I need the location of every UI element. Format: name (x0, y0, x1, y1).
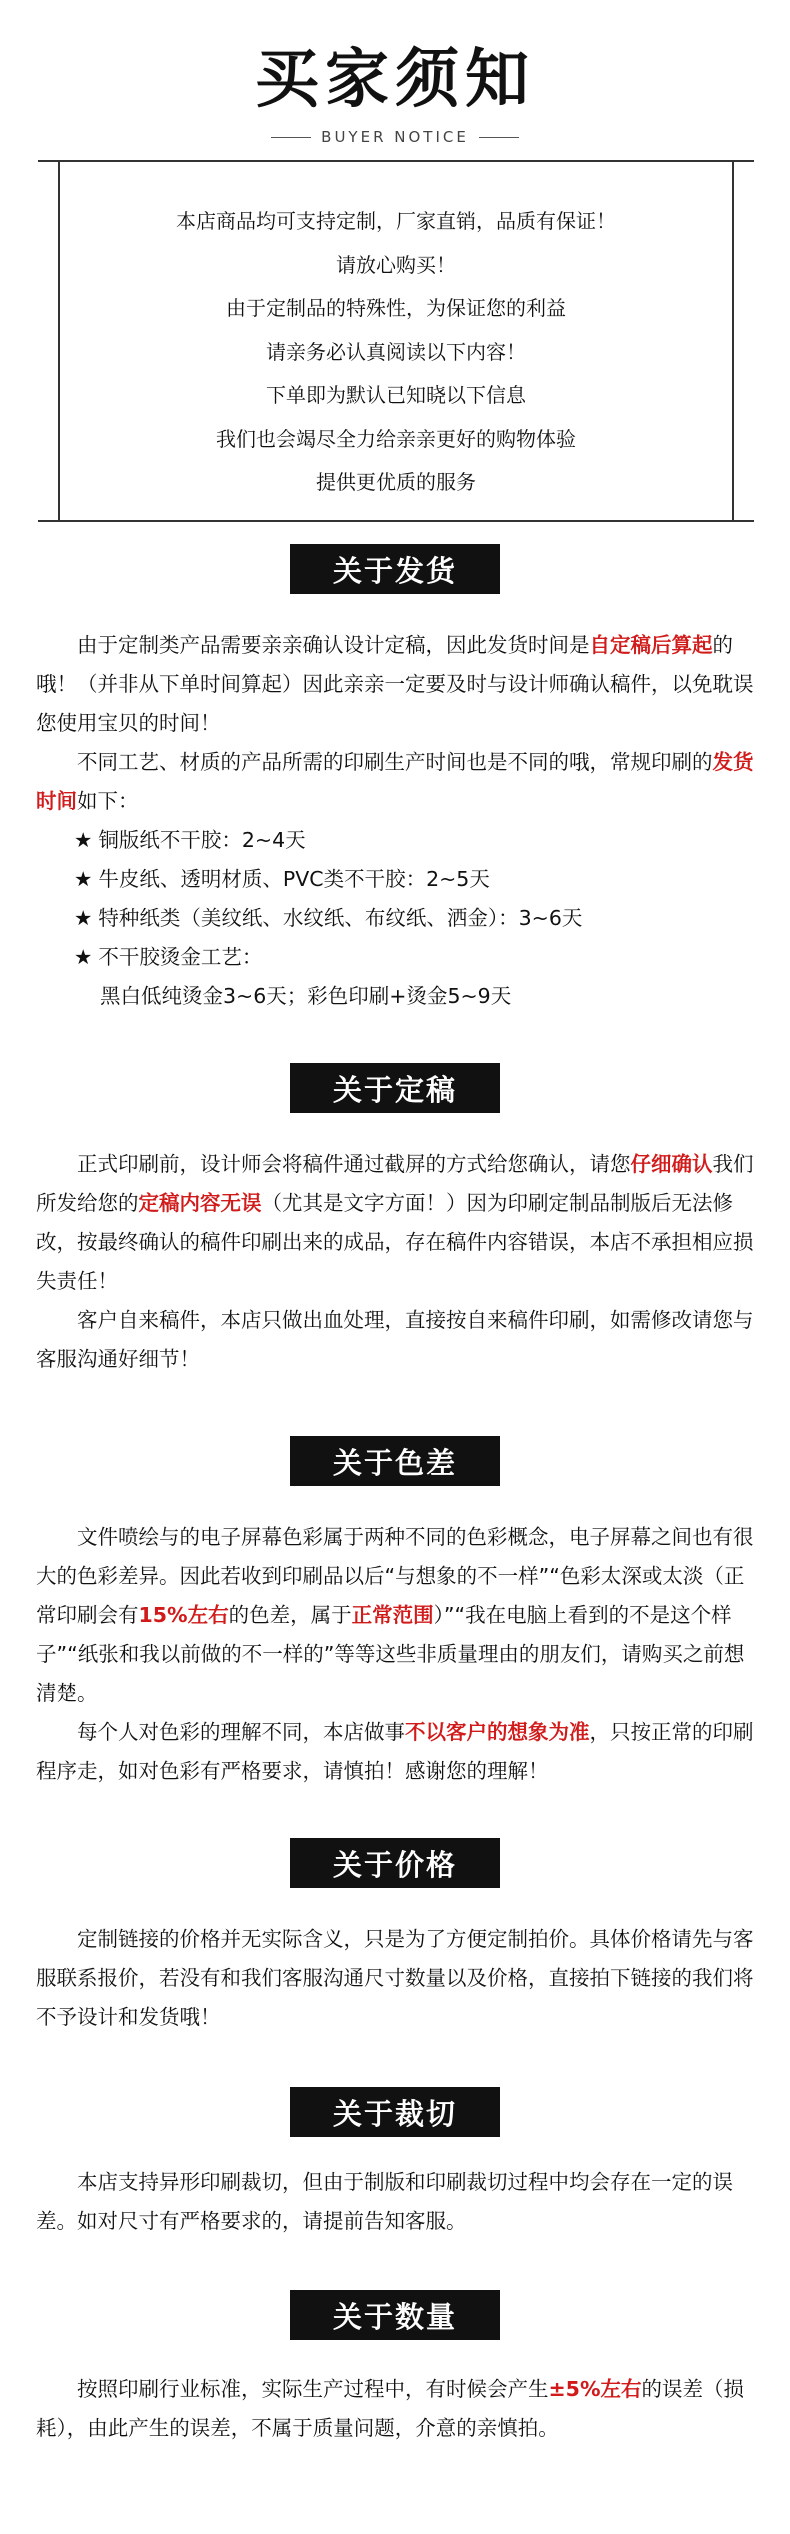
section-heading-proof: 关于定稿 (290, 1063, 500, 1113)
text: 不同工艺、材质的产品所需的印刷生产时间也是不同的哦，常规印刷的 (77, 750, 713, 774)
notice-line: 下单即为默认已知晓以下信息 (266, 383, 526, 407)
text: （尤其是文字方面！）因为印刷定制品制版后无法修改，按最终确认的稿件印刷出来的成品，存在稿件内容错误，本店不承担相应损失责任！ (36, 1191, 754, 1293)
price-paragraph-1: 定制链接的价格并无实际含义，只是为了方便定制拍价。具体价格请先与客服联系报价，若没有和我们客服沟通尺寸数量以及价格，直接拍下链接的我们将不予设计和发货哦！ (36, 1927, 754, 2029)
list-item-text: 不干胶烫金工艺： (98, 945, 263, 969)
color-content (36, 1518, 764, 1791)
section-heading-color: 关于色差 (290, 1436, 500, 1486)
notice-line: 本店商品均可支持定制，厂家直销，品质有保证！ (176, 209, 616, 233)
text: 正式印刷前，设计师会将稿件通过截屏的方式给您确认，请您 (77, 1152, 631, 1176)
section-heading-cutting: 关于裁切 (290, 2087, 500, 2137)
text: ）”“我在电脑上看到的不是这个样子”“纸张和我以前做的不一样的”等等这些非质量理由的朋友们，请购买之前想清楚。 (36, 1603, 745, 1705)
color-paragraph-2 (36, 1713, 764, 1791)
text: ，只按正常的印刷程序走，如对色彩有严格要求，请慎拍！感谢您的理解！ (36, 1720, 754, 1783)
highlight-red: 发货时间 (36, 750, 754, 813)
color-paragraph-1 (36, 1518, 764, 1713)
list-item (36, 899, 764, 938)
list-item-text: 牛皮纸、透明材质、PVC类不干胶：2~5天 (98, 867, 490, 891)
highlight-red: 定稿内容无误 (138, 1191, 262, 1215)
star-icon: ★ (74, 945, 93, 969)
subtitle-text: BUYER NOTICE (321, 128, 469, 146)
text: 的哦！（并非从下单时间算起）因此亲亲一定要及时与设计师确认稿件，以免耽误您使用宝贝的时间！ (36, 633, 754, 735)
notice-box-top-rule (38, 160, 754, 162)
section-heading-quantity: 关于数量 (290, 2290, 500, 2340)
text: 由于定制类产品需要亲亲确认设计定稿，因此发货时间是 (77, 633, 590, 657)
text: 按照印刷行业标准，实际生产过程中，有时候会产生 (77, 2377, 549, 2401)
highlight-red: 15%左右 (138, 1603, 229, 1627)
quantity-content (36, 2370, 764, 2448)
proof-paragraph-1 (36, 1145, 764, 1301)
star-icon: ★ (74, 906, 93, 930)
star-icon: ★ (74, 867, 93, 891)
text: 我们所发给您的 (36, 1152, 754, 1215)
notice-box-bottom-rule (38, 520, 754, 522)
cutting-content (36, 2163, 764, 2241)
notice-line: 请亲务必认真阅读以下内容！ (266, 339, 526, 364)
page-title: 买家须知 (255, 43, 535, 117)
text: 每个人对色彩的理解不同，本店做事 (77, 1720, 405, 1744)
notice-box (58, 160, 734, 522)
star-icon: ★ (74, 828, 93, 852)
highlight-red: 正常范围 (351, 1603, 434, 1627)
list-item (36, 938, 764, 977)
notice-line: 提供更优质的服务 (316, 470, 476, 494)
subtitle-dash-left (271, 137, 311, 138)
notice-line: 请放心购买！ (336, 252, 456, 277)
list-item-text: 铜版纸不干胶：2~4天 (98, 828, 306, 852)
highlight-red: 自定稿后算起 (589, 633, 713, 657)
text: 的误差（损耗），由此产生的误差，不属于质量问题，介意的亲慎拍。 (36, 2377, 744, 2440)
text: 文件喷绘与的电子屏幕色彩属于两种不同的色彩概念，电子屏幕之间也有很大的色彩差异。因此若收到印刷品以后“与想象的不一样”“色彩太深或太淡（正常印刷会有 (36, 1525, 754, 1627)
text: 的色差，属于 (228, 1603, 352, 1627)
subtitle-dash-right (479, 137, 519, 138)
highlight-red: ±5%左右 (548, 2377, 642, 2401)
highlight-red: 不以客户的想象为准 (405, 1720, 590, 1744)
section-heading-shipping: 关于发货 (290, 544, 500, 594)
section-heading-price: 关于价格 (290, 1838, 500, 1888)
proof-paragraph-2: 客户自来稿件，本店只做出血处理，直接按自来稿件印刷，如需修改请您与客服沟通好细节！ (36, 1308, 754, 1371)
list-item-text: 特种纸类（美纹纸、水纹纸、布纹纸、洒金）：3~6天 (98, 906, 583, 930)
cutting-paragraph-1: 本店支持异形印刷裁切，但由于制版和印刷裁切过程中均会存在一定的误差。如对尺寸有严格要求的，请提前告知客服。 (36, 2170, 733, 2233)
notice-line: 我们也会竭尽全力给亲亲更好的购物体验 (216, 426, 576, 451)
list-item (36, 821, 764, 860)
shipping-content (36, 626, 764, 1016)
shipping-paragraph-2 (36, 743, 764, 821)
proof-content (36, 1145, 764, 1379)
price-content (36, 1920, 764, 2037)
notice-lines (58, 200, 734, 505)
page-subtitle (0, 128, 790, 146)
highlight-red: 仔细确认 (630, 1152, 713, 1176)
text: 如下： (77, 789, 139, 813)
notice-line: 由于定制品的特殊性，为保证您的利益 (226, 296, 566, 320)
quantity-paragraph-1 (36, 2370, 764, 2448)
list-sub-item: 黑白低纯烫金3~6天；彩色印刷+烫金5~9天 (100, 984, 512, 1008)
shipping-paragraph-1 (36, 626, 764, 743)
list-item (36, 860, 764, 899)
